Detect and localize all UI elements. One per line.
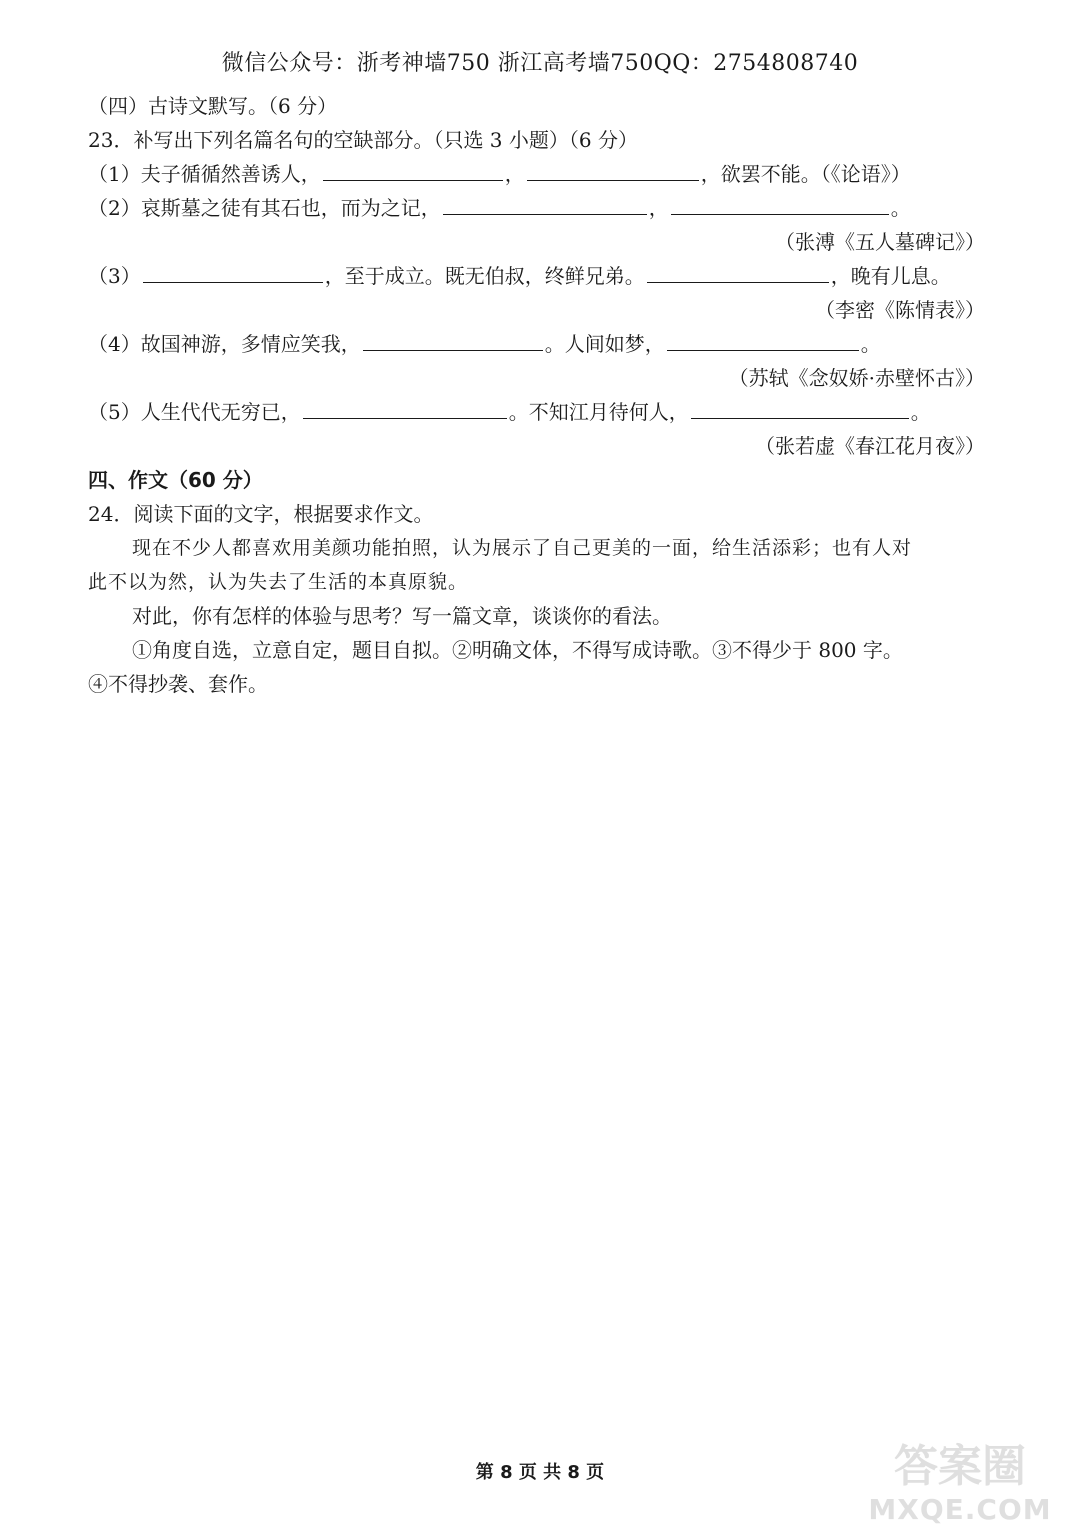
- question-23-item-3: [88, 260, 998, 292]
- essay-prompt: 对此，你有怎样的体验与思考？写一篇文章，谈谈你的看法。: [132, 604, 672, 628]
- essay-section-title: 四、作文（60 分）: [88, 468, 263, 492]
- answer-blank: [363, 328, 543, 351]
- item-3-end: ，晚有儿息。: [830, 264, 951, 288]
- answer-blank: [443, 192, 647, 215]
- item-2-prefix: （2）哀斯墓之徒有其石也，而为之记，: [88, 196, 441, 220]
- item-2-end: 。: [890, 196, 911, 220]
- item-4-end: 。: [860, 332, 881, 356]
- item-5-prefix: （5）人生代代无穷已，: [88, 400, 301, 424]
- essay-requirements-line-2: ④不得抄袭、套作。: [88, 672, 268, 696]
- item-1-prefix: （1）夫子循循然善诱人，: [88, 162, 321, 186]
- item-4-prefix: （4）故国神游，多情应笑我，: [88, 332, 361, 356]
- question-23-item-4: [88, 328, 998, 360]
- item-2-mid: ，: [648, 196, 669, 220]
- answer-blank: [647, 260, 829, 283]
- item-1-mid: ，: [504, 162, 525, 186]
- section-4-title: （四）古诗文默写。（6 分）: [88, 94, 338, 118]
- watermark-domain: MXQE.COM: [868, 1493, 1052, 1526]
- item-3-mid: ，至于成立。既无伯叔，终鲜兄弟。: [324, 264, 645, 288]
- site-watermark-logo: [860, 1430, 1060, 1526]
- page-footer-number: 第 8 页 共 8 页: [475, 1462, 605, 1483]
- item-3-source: （李密《陈情表》）: [815, 298, 985, 322]
- essay-requirements-line-1: ①角度自选，立意自定，题目自拟。②明确文体，不得写成诗歌。③不得少于 800 字。: [132, 638, 903, 662]
- essay-material-line-1: 现在不少人都喜欢用美颜功能拍照，认为展示了自己更美的一面，给生活添彩；也有人对: [132, 537, 913, 559]
- question-23-item-2: [88, 192, 998, 224]
- page-header-watermark-text: 微信公众号：浙考神墙750 浙江高考墙750QQ：2754808740: [221, 51, 859, 76]
- item-5-end: 。: [910, 400, 931, 424]
- answer-blank: [691, 396, 909, 419]
- item-3-prefix: （3）: [88, 264, 141, 288]
- essay-material-line-2: 此不以为然，认为失去了生活的本真原貌。: [88, 571, 469, 593]
- item-2-source: （张溥《五人墓碑记》）: [775, 230, 985, 254]
- question-23-stem: 23．补写出下列名篇名句的空缺部分。（只选 3 小题）（6 分）: [88, 128, 638, 152]
- item-4-mid: 。人间如梦，: [544, 332, 665, 356]
- answer-blank: [143, 260, 323, 283]
- item-5-source: （张若虚《春江花月夜》）: [755, 434, 985, 458]
- answer-blank: [667, 328, 859, 351]
- item-1-end: ，欲罢不能。（《论语》）: [700, 162, 911, 186]
- question-23-item-1: [88, 158, 998, 190]
- answer-blank: [671, 192, 889, 215]
- item-4-source: （苏轼《念奴娇·赤壁怀古》）: [728, 366, 985, 390]
- answer-blank: [303, 396, 507, 419]
- question-24-stem: 24．阅读下面的文字，根据要求作文。: [88, 502, 434, 526]
- answer-blank: [527, 158, 699, 181]
- question-23-item-5: [88, 396, 998, 428]
- answer-blank: [323, 158, 503, 181]
- item-5-mid: 。不知江月待何人，: [508, 400, 689, 424]
- watermark-glyphs: 答案圈: [894, 1441, 1026, 1492]
